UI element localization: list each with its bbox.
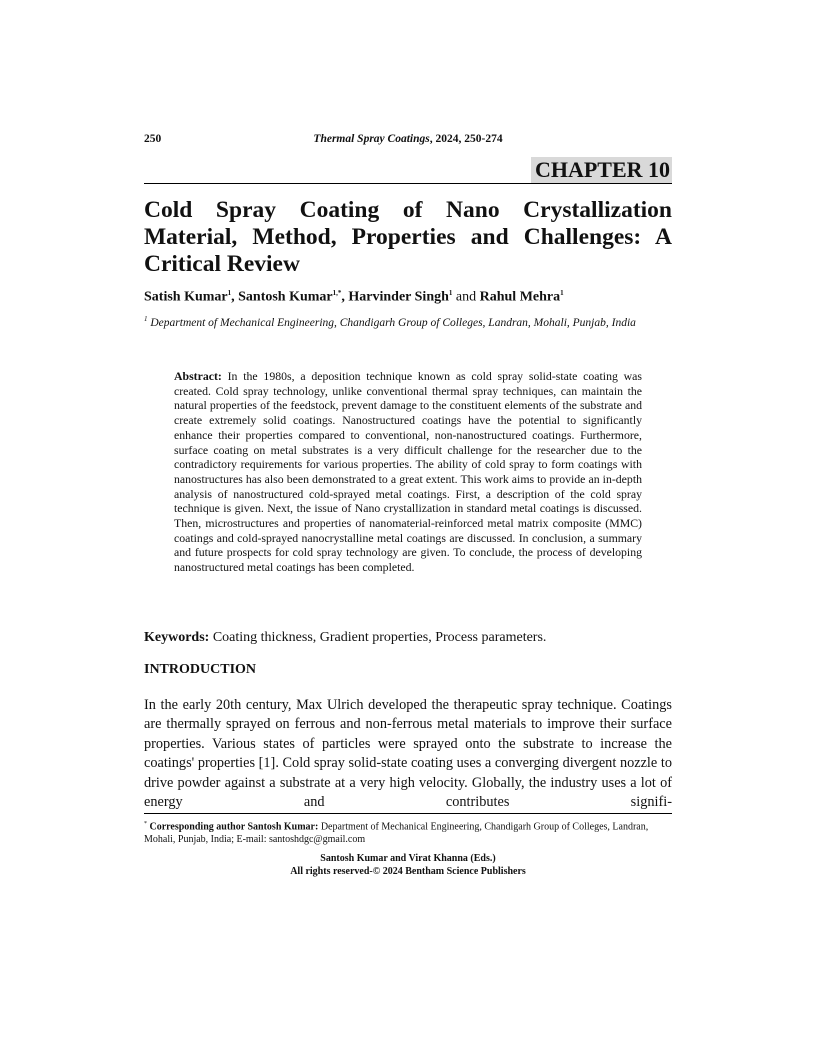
author-affil-mark: 1,* xyxy=(332,289,342,297)
rights-line: All rights reserved-© 2024 Bentham Science Publishers xyxy=(290,865,526,877)
author-affil-mark: 1 xyxy=(448,289,453,297)
author-and: and xyxy=(452,289,480,305)
running-head xyxy=(144,133,672,149)
page-number: 250 xyxy=(144,133,162,145)
author-name: Harvinder Singh xyxy=(348,289,449,305)
journal-name: Thermal Spray Coatings xyxy=(313,133,430,145)
author-affil-mark: 1 xyxy=(227,289,232,297)
abstract-text: In the 1980s, a deposition technique known as cold spray solid-state coating was created. Cold spray technology, unlike conventional thermal spray techniques, can maintain the natural properties of the feedstock, prevent damage to the constituent elements of the substrate and create extremely solid coatings. Nanostructured coatings have the potential to significantly enhance their properties compared to conventional, non-nanostructured coatings. Furthermore, surface coating on metal substrates is a very difficult challenge for the researcher due to the contradictory requirements for various properties. The ability of cold spray to form coatings with nanostructures has also been demonstrated to a great extent. This work aims to provide an in-depth analysis of nanostructured cold-sprayed metal coatings. First, a description of the cold spray technique is given. Next, the issue of Nano crystallization in standard metal coatings is discussed. Then, microstructures and properties of nanomaterial-reinforced metal matrix composite (MMC) coatings and cold-sprayed nanocrystalline metal coatings are discussed. In conclusion, a summary and future prospects for cold spray technology are given. To conclude, the process of developing nanostructured metal coatings has been completed. xyxy=(174,369,642,575)
keywords-text: Coating thickness, Gradient properties, Process parameters. xyxy=(209,630,547,645)
author-separator: , xyxy=(341,289,349,305)
affiliation-mark: 1 xyxy=(144,315,148,323)
affiliation xyxy=(144,312,672,331)
footnote-rule xyxy=(144,813,672,814)
intro-paragraph: In the early 20th century, Max Ulrich developed the therapeutic spray technique. Coatings are thermally sprayed on ferrous and non-ferrous metal materials to improve their surface properties. Various states of particles were sprayed onto the substrate to increase the coatings' properties [1]. Cold spray solid-state coating uses a converging divergent nozzle to drive powder against a substrate at a very high velocity. Globally, the industry uses a lot of energy and contributes signifi- xyxy=(144,697,672,811)
author-affil-mark: 1 xyxy=(560,289,564,297)
abstract xyxy=(174,369,642,575)
chapter-rule xyxy=(144,183,672,184)
section-heading: INTRODUCTION xyxy=(144,662,257,677)
keywords-label: Keywords: xyxy=(144,630,210,645)
author-name: Rahul Mehra xyxy=(479,289,561,305)
affiliation-text: Department of Mechanical Engineering, Chandigarh Group of Colleges, Landran, Mohali, Punjab, India xyxy=(147,316,636,329)
author-name: Satish Kumar xyxy=(144,289,228,305)
chapter-label: CHAPTER 10 xyxy=(531,157,672,183)
footnote xyxy=(144,818,672,846)
journal-citation xyxy=(144,133,672,145)
article-title: Cold Spray Coating of Nano Crystallization Material, Method, Properties and Challenges: A Critical Review xyxy=(144,197,672,277)
footnote-text: Department of Mechanical Engineering, Chandigarh Group of Colleges, Landran, Mohali, Punjab, India; E-mail: santoshdgc@gmail.com xyxy=(144,821,649,845)
publisher-credits xyxy=(144,853,672,878)
abstract-label: Abstract: xyxy=(174,369,222,383)
author-name: Santosh Kumar xyxy=(238,289,333,305)
author-separator: , xyxy=(231,289,239,305)
journal-details: , 2024, 250-274 xyxy=(429,133,503,145)
author-list xyxy=(144,289,672,306)
editors-line: Santosh Kumar and Virat Khanna (Eds.) xyxy=(320,853,496,864)
footnote-mark: * xyxy=(144,821,147,827)
footnote-label: Corresponding author Santosh Kumar: xyxy=(147,821,319,833)
keywords xyxy=(144,630,672,646)
